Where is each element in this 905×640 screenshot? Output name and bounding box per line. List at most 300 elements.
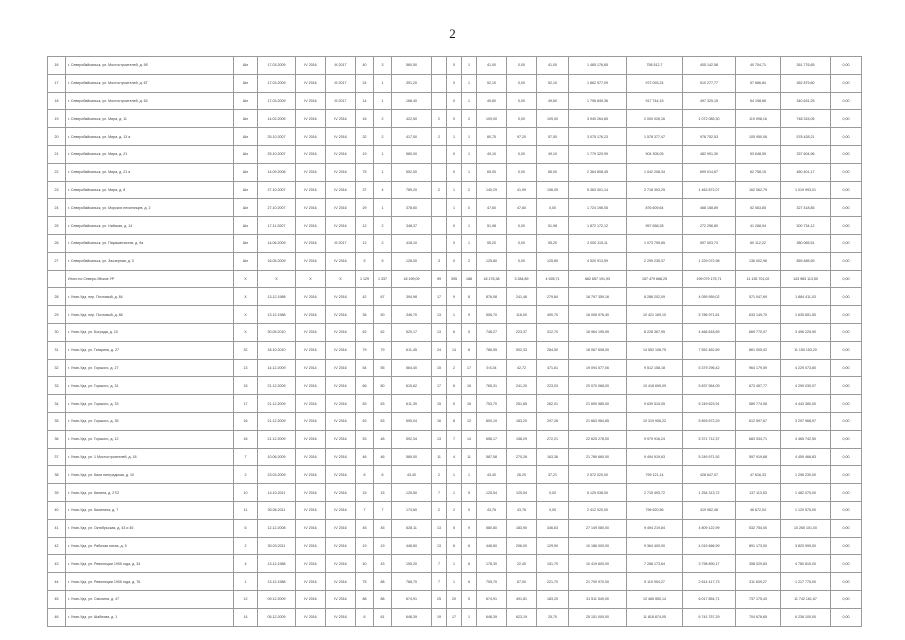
table-row xyxy=(48,74,862,92)
cell-c2: 7 xyxy=(447,430,462,448)
cell-s2: 0,00 xyxy=(507,74,537,92)
cell-s2: 491,81 xyxy=(507,590,537,608)
cell-s2: 0,00 xyxy=(507,145,537,163)
cell-wall: 12 xyxy=(234,590,258,608)
cell-q1: IV 2016 xyxy=(296,163,326,181)
table-row xyxy=(48,448,862,466)
cell-q2: IV 2016 xyxy=(326,412,356,430)
cell-f2: 4 466 818,59 xyxy=(683,323,736,341)
cell-f4: 340 631,25 xyxy=(781,92,831,110)
cell-addr: г. Северобайкальск, ул. Мостостроителей, д. 5б xyxy=(66,57,234,75)
cell-a: 12 xyxy=(356,234,374,252)
cell-b: 46 xyxy=(374,448,392,466)
cell-n: 38 xyxy=(48,466,66,484)
cell-s3: 25,70 xyxy=(537,608,569,626)
cell-s1: 43,40 xyxy=(477,466,507,484)
cell-q2: IV 2016 xyxy=(326,430,356,448)
cell-d1: 21.12.2009 xyxy=(258,412,296,430)
cell-s2: 0,00 xyxy=(507,92,537,110)
cell-q2: IV 2016 xyxy=(326,199,356,217)
cell-b: 50 xyxy=(374,306,392,324)
cell-q2: III 2017 xyxy=(326,74,356,92)
cell-q1: IV 2016 xyxy=(296,57,326,75)
cell-z: 0,00 xyxy=(831,270,862,288)
cell-c3: 1 xyxy=(462,145,477,163)
cell-s2: 67,00 xyxy=(507,573,537,591)
cell-area: 348,37 xyxy=(392,217,432,235)
cell-s1: 800,19 xyxy=(477,412,507,430)
cell-q2: III 2017 xyxy=(326,57,356,75)
cell-s2: 241,20 xyxy=(507,377,537,395)
cell-s3: 223,03 xyxy=(537,377,569,395)
cell-n: 21 xyxy=(48,145,66,163)
cell-addr: г. Улан-Удэ, ул. Рабочая пятая, д. 5 xyxy=(66,537,234,555)
cell-q2: IV 2016 xyxy=(326,555,356,573)
cell-area: 592,34 xyxy=(392,430,432,448)
cell-f1: 9 979 916,24 xyxy=(627,430,683,448)
cell-f4: 4 780 815,00 xyxy=(781,555,831,573)
cell-d1: 25.10.2007 xyxy=(258,145,296,163)
table-row xyxy=(48,501,862,519)
cell-area: 168,40 xyxy=(392,92,432,110)
cell-b: 1 xyxy=(374,92,392,110)
cell-z: 0,00 xyxy=(831,323,862,341)
cell-a: 53 xyxy=(356,430,374,448)
cell-f3: 136 002,96 xyxy=(736,252,781,270)
cell-addr: г. Улан-Удэ, ул. Шаблова, д. 1 xyxy=(66,608,234,626)
cell-wall: Шл xyxy=(234,163,258,181)
cell-a: 7 xyxy=(356,501,374,519)
cell-wall: Шл xyxy=(234,217,258,235)
cell-area: 580,00 xyxy=(392,145,432,163)
cell-q2: IV 2016 xyxy=(326,341,356,359)
cell-s2: 241,46 xyxy=(507,288,537,306)
cell-n: 23 xyxy=(48,181,66,199)
cell-f1: 10 418 699,09 xyxy=(627,377,683,395)
cell-s3: 221,70 xyxy=(537,573,569,591)
cell-q1: IV 2016 xyxy=(296,128,326,146)
cell-s3: 125,80 xyxy=(537,252,569,270)
cell-d1: 14.06.2009 xyxy=(258,234,296,252)
cell-s2: 158,29 xyxy=(507,430,537,448)
table-row xyxy=(48,163,862,181)
cell-c3: 0 xyxy=(462,199,477,217)
cell-s1: 765,31 xyxy=(477,377,507,395)
cell-f1: 8 286 202,09 xyxy=(627,288,683,306)
cell-s2: 125,54 xyxy=(507,484,537,502)
cell-addr: г. Северобайкальск, ул. Мира, д. 11 xyxy=(66,110,234,128)
table-row xyxy=(48,288,862,306)
cell-c1: 2 xyxy=(432,128,447,146)
table-row xyxy=(48,484,862,502)
table-row xyxy=(48,590,862,608)
cell-c2: 8 xyxy=(447,412,462,430)
cell-f3: 311 639,27 xyxy=(736,573,781,591)
cell-addr: г. Улан-Удэ, ул. Кали нинградская, д. 10 xyxy=(66,466,234,484)
cell-f1: 11 818 874,05 xyxy=(627,608,683,626)
cell-area: 648,39 xyxy=(392,608,432,626)
cell-cost: 21 790 970,00 xyxy=(569,573,627,591)
cell-f3: 891 173,00 xyxy=(736,537,781,555)
cell-cost: 1 779 320,99 xyxy=(569,145,627,163)
cell-q2: Х xyxy=(326,270,356,288)
cell-c1 xyxy=(432,74,447,92)
cell-z: 0,00 xyxy=(831,484,862,502)
cell-s1: 49,60 xyxy=(477,92,507,110)
cell-s2: 0,00 xyxy=(507,110,537,128)
cell-s1: 580,80 xyxy=(477,519,507,537)
cell-s2: 22,40 xyxy=(507,555,537,573)
cell-cost: 3 075 176,23 xyxy=(569,128,627,146)
cell-area: 43,40 xyxy=(392,466,432,484)
cell-f2: 5 837 964,09 xyxy=(683,377,736,395)
cell-s3: 57,50 xyxy=(537,128,569,146)
cell-wall: Шл xyxy=(234,199,258,217)
cell-f4: 380 065,51 xyxy=(781,234,831,252)
cell-q1: IV 2016 xyxy=(296,608,326,626)
cell-c3: 12 xyxy=(462,412,477,430)
cell-c3: 1 xyxy=(462,608,477,626)
cell-f1: 904 305,05 xyxy=(627,145,683,163)
cell-d1: 05.12.2009 xyxy=(258,608,296,626)
cell-s3: 129,90 xyxy=(537,537,569,555)
table-row xyxy=(48,199,862,217)
cell-a: 37 xyxy=(356,181,374,199)
cell-addr: г. Улан-Удэ, ул. Горького, д. 12 xyxy=(66,430,234,448)
cell-f4: 362 879,60 xyxy=(781,74,831,92)
cell-c1: 19 xyxy=(432,608,447,626)
cell-f4: 6 236 100,00 xyxy=(781,608,831,626)
cell-addr: г. Улан-Удэ, ул. Горького, д. 27 xyxy=(66,359,234,377)
cell-d1: 13.12.1988 xyxy=(258,555,296,573)
cell-f2: 468 158,89 xyxy=(683,199,736,217)
cell-wall: Шл xyxy=(234,145,258,163)
cell-s1: 587,58 xyxy=(477,448,507,466)
cell-b: 1 337 xyxy=(374,270,392,288)
cell-q2: IV 2016 xyxy=(326,252,356,270)
cell-n: 34 xyxy=(48,395,66,413)
cell-f4: 1 635 651,50 xyxy=(781,306,831,324)
cell-a: 46 xyxy=(356,448,374,466)
cell-c2: 14 xyxy=(447,341,462,359)
cell-f3: 47 616,33 xyxy=(736,466,781,484)
cell-c3: 0 xyxy=(462,501,477,519)
cell-a: 62 xyxy=(356,323,374,341)
cell-f4: 1 120 575,00 xyxy=(781,501,831,519)
cell-c1: 13 xyxy=(432,519,447,537)
cell-f1: 10 421 169,10 xyxy=(627,306,683,324)
cell-z: 0,00 xyxy=(831,110,862,128)
cell-wall: 15 xyxy=(234,377,258,395)
cell-f4: 1 296 230,00 xyxy=(781,466,831,484)
cell-c1 xyxy=(432,145,447,163)
cell-f2: 2 614 417,73 xyxy=(683,573,736,591)
cell-f1: 1 578 377,47 xyxy=(627,128,683,146)
cell-area: 611,39 xyxy=(392,395,432,413)
cell-d1: 13.12.1988 xyxy=(258,288,296,306)
cell-b: 19 xyxy=(374,537,392,555)
cell-z: 0,00 xyxy=(831,341,862,359)
cell-q2: IV 2016 xyxy=(326,217,356,235)
cell-c2: 0 xyxy=(447,252,462,270)
table-row xyxy=(48,537,862,555)
cell-b: 15 xyxy=(374,484,392,502)
cell-q1: IV 2016 xyxy=(296,573,326,591)
cell-f4: 1 019 993,01 xyxy=(781,181,831,199)
cell-q1: IV 2016 xyxy=(296,537,326,555)
cell-s2: 623,19 xyxy=(507,608,537,626)
cell-c2: 1 xyxy=(447,306,462,324)
cell-c1: 16 xyxy=(432,412,447,430)
cell-a: 32 xyxy=(356,128,374,146)
cell-n: 24 xyxy=(48,199,66,217)
cell-cost: 27 149 080,00 xyxy=(569,519,627,537)
cell-s3: 312,70 xyxy=(537,323,569,341)
cell-n xyxy=(48,270,66,288)
cell-n: 18 xyxy=(48,92,66,110)
cell-s3: 279,84 xyxy=(537,288,569,306)
cell-d1: 21.12.2009 xyxy=(258,377,296,395)
cell-f3: 683 934,71 xyxy=(736,430,781,448)
cell-n: 45 xyxy=(48,590,66,608)
cell-b: 2 xyxy=(374,110,392,128)
cell-c3: 11 xyxy=(462,448,477,466)
cell-q1: IV 2016 xyxy=(296,519,326,537)
cell-q1: IV 2016 xyxy=(296,181,326,199)
cell-n: 27 xyxy=(48,252,66,270)
cell-f3: 704 678,65 xyxy=(736,608,781,626)
cell-b: 5 xyxy=(374,252,392,270)
cell-f1: 9 512 158,18 xyxy=(627,359,683,377)
cell-n: 41 xyxy=(48,519,66,537)
cell-d1: 25.10.2007 xyxy=(258,128,296,146)
cell-s3: 346,63 xyxy=(537,519,569,537)
cell-addr: г. Северобайкальск, ул. Заозерная, д. 3 xyxy=(66,252,234,270)
cell-q1: IV 2016 xyxy=(296,92,326,110)
cell-area: 560,50 xyxy=(392,57,432,75)
cell-wall: Х xyxy=(234,323,258,341)
cell-z: 0,00 xyxy=(831,590,862,608)
cell-n: 30 xyxy=(48,323,66,341)
cell-d1: 14.09.2008 xyxy=(258,163,296,181)
cell-c2: 395 xyxy=(447,270,462,288)
cell-area: 674,91 xyxy=(392,590,432,608)
cell-s2: 47,60 xyxy=(507,199,537,217)
table-row xyxy=(48,555,862,573)
cell-wall: Шл xyxy=(234,74,258,92)
cell-f4: 11 150 153,20 xyxy=(781,341,831,359)
cell-s3: 49,60 xyxy=(537,92,569,110)
cell-n: 17 xyxy=(48,74,66,92)
cell-s3: 490,70 xyxy=(537,306,569,324)
cell-d1: 17.03.2009 xyxy=(258,57,296,75)
cell-a: 14 xyxy=(356,92,374,110)
cell-c1: 13 xyxy=(432,323,447,341)
cell-s1: 748,27 xyxy=(477,323,507,341)
cell-q2: IV 2016 xyxy=(326,484,356,502)
cell-s2: 0,00 xyxy=(507,252,537,270)
cell-f1: 2 299 235,37 xyxy=(627,252,683,270)
cell-z: 0,00 xyxy=(831,288,862,306)
cell-cost: 10 186 000,00 xyxy=(569,537,627,555)
cell-s1: 876,08 xyxy=(477,288,507,306)
cell-z: 0,00 xyxy=(831,430,862,448)
table-row xyxy=(48,181,862,199)
cell-c2: 5 xyxy=(447,519,462,537)
cell-f3: 861 005,02 xyxy=(736,341,781,359)
cell-area: 417,50 xyxy=(392,128,432,146)
cell-c2: 1 xyxy=(447,181,462,199)
cell-b: 80 xyxy=(374,377,392,395)
cell-c2: 0 xyxy=(447,145,462,163)
cell-d1: 14.02.2005 xyxy=(258,110,296,128)
cell-z: 0,00 xyxy=(831,519,862,537)
cell-wall: 14 xyxy=(234,608,258,626)
cell-f2: 4 059 959,02 xyxy=(683,288,736,306)
cell-c1: 99 xyxy=(432,270,447,288)
table-row xyxy=(48,519,862,537)
cell-c3: 16 xyxy=(462,395,477,413)
cell-f3: 137 113,53 xyxy=(736,484,781,502)
cell-c3: 16 xyxy=(462,377,477,395)
cell-s3: 4 928,71 xyxy=(537,270,569,288)
cell-c1: 3 xyxy=(432,252,447,270)
cell-cost: 21 663 984,85 xyxy=(569,412,627,430)
cell-b: 61 xyxy=(374,608,392,626)
cell-b: 63 xyxy=(374,412,392,430)
cell-area: 378,60 xyxy=(392,199,432,217)
cell-z: 0,00 xyxy=(831,128,862,146)
cell-c1: 13 xyxy=(432,306,447,324)
cell-area: 346,70 xyxy=(392,306,432,324)
cell-f1: 9 494 219,84 xyxy=(627,519,683,537)
cell-f4: 327 418,85 xyxy=(781,199,831,217)
cell-a: 6 xyxy=(356,608,374,626)
cell-s2: 0,00 xyxy=(507,234,537,252)
cell-a: 40 xyxy=(356,555,374,573)
cell-f4: 3 820 999,00 xyxy=(781,537,831,555)
cell-a: 63 xyxy=(356,395,374,413)
cell-f1: 1 073 795,65 xyxy=(627,234,683,252)
cell-a: 63 xyxy=(356,412,374,430)
cell-d1: 27.10.2007 xyxy=(258,181,296,199)
cell-d1: 14.12.2009 xyxy=(258,359,296,377)
cell-a: 45 xyxy=(356,519,374,537)
cell-wall: 2 xyxy=(234,466,258,484)
cell-q2: IV 2016 xyxy=(326,519,356,537)
cell-f3: 964 179,59 xyxy=(736,359,781,377)
cell-c1: 15 xyxy=(432,359,447,377)
cell-f3: 597 919,68 xyxy=(736,448,781,466)
cell-s1: 656,17 xyxy=(477,430,507,448)
cell-b: 2 xyxy=(374,234,392,252)
cell-z: 0,00 xyxy=(831,163,862,181)
cell-a: 75 xyxy=(356,163,374,181)
cell-q1: IV 2016 xyxy=(296,377,326,395)
table-row xyxy=(48,234,862,252)
cell-c1: 7 xyxy=(432,573,447,591)
cell-c3: 188 xyxy=(462,270,477,288)
cell-c2: 0 xyxy=(447,163,462,181)
cell-z: 0,00 xyxy=(831,234,862,252)
cell-s3: 151,70 xyxy=(537,555,569,573)
cell-c3: 9 xyxy=(462,306,477,324)
cell-area: 391,20 xyxy=(392,74,432,92)
cell-q2: IV 2016 xyxy=(326,377,356,395)
cell-c2: 6 xyxy=(447,323,462,341)
table-row xyxy=(48,128,862,146)
cell-a: 12 xyxy=(356,217,374,235)
cell-addr: г. Северобайкальск, ул. Мостостроителей, д. 6Т xyxy=(66,74,234,92)
cell-d1: 13.12.1988 xyxy=(258,306,296,324)
cell-area: 195,20 xyxy=(392,555,432,573)
table-row xyxy=(48,341,862,359)
cell-q2: IV 2016 xyxy=(326,590,356,608)
cell-q1: IV 2016 xyxy=(296,217,326,235)
cell-n: 44 xyxy=(48,573,66,591)
cell-d1: 10.06.2009 xyxy=(258,448,296,466)
cell-addr: г. Северобайкальск, ул. Мостостроителей, д. 63 xyxy=(66,92,234,110)
cell-s1: 80,75 xyxy=(477,128,507,146)
cell-n: 36 xyxy=(48,430,66,448)
cell-s1: 648,39 xyxy=(477,608,507,626)
table-row xyxy=(48,395,862,413)
cell-area: 628,11 xyxy=(392,519,432,537)
cell-c2: 1 xyxy=(447,484,462,502)
cell-f3: 57 686,84 xyxy=(736,74,781,92)
cell-f3: 162 062,79 xyxy=(736,181,781,199)
cell-a: 19 xyxy=(356,145,374,163)
cell-d1: 21.12.2009 xyxy=(258,430,296,448)
cell-c2: 0 xyxy=(447,57,462,75)
cell-n: 29 xyxy=(48,306,66,324)
cell-d1: 17.11.2007 xyxy=(258,217,296,235)
cell-b: 1 xyxy=(374,199,392,217)
cell-s2: 183,90 xyxy=(507,519,537,537)
cell-c1: 11 xyxy=(432,448,447,466)
cell-area: 418,10 xyxy=(392,234,432,252)
cell-cost: 2 412 020,00 xyxy=(569,501,627,519)
cell-c1: 7 xyxy=(432,484,447,502)
cell-b: 1 xyxy=(374,163,392,181)
cell-z: 0,00 xyxy=(831,199,862,217)
cell-s1: 674,91 xyxy=(477,590,507,608)
cell-f2: 7 552 462,69 xyxy=(683,341,736,359)
cell-f4: 4 459 466,83 xyxy=(781,448,831,466)
cell-area: 174,60 xyxy=(392,501,432,519)
cell-q2: IV 2016 xyxy=(326,448,356,466)
cell-wall: 16 xyxy=(234,430,258,448)
cell-f2: 4 809 122,99 xyxy=(683,519,736,537)
cell-area: 520,17 xyxy=(392,323,432,341)
cell-wall: Шл xyxy=(234,234,258,252)
cell-addr: Итого по Северо-Уйское УР xyxy=(66,270,234,288)
cell-s1: 705,70 xyxy=(477,573,507,591)
cell-s1: 52,10 xyxy=(477,74,507,92)
cell-c3: 1 xyxy=(462,466,477,484)
cell-n: 39 xyxy=(48,484,66,502)
cell-wall: 16 xyxy=(234,412,258,430)
cell-f2: 5 786 971,61 xyxy=(683,306,736,324)
cell-q2: IV 2016 xyxy=(326,128,356,146)
cell-cost: 2 364 808,45 xyxy=(569,163,627,181)
cell-area: 125,50 xyxy=(392,484,432,502)
cell-wall: 17 xyxy=(234,395,258,413)
cell-addr: г. Северобайкальск, ул. Мира, д. 21 а xyxy=(66,163,234,181)
cell-q2: III 2017 xyxy=(326,92,356,110)
cell-s2: 502,33 xyxy=(507,341,537,359)
cell-a: 6 xyxy=(356,466,374,484)
